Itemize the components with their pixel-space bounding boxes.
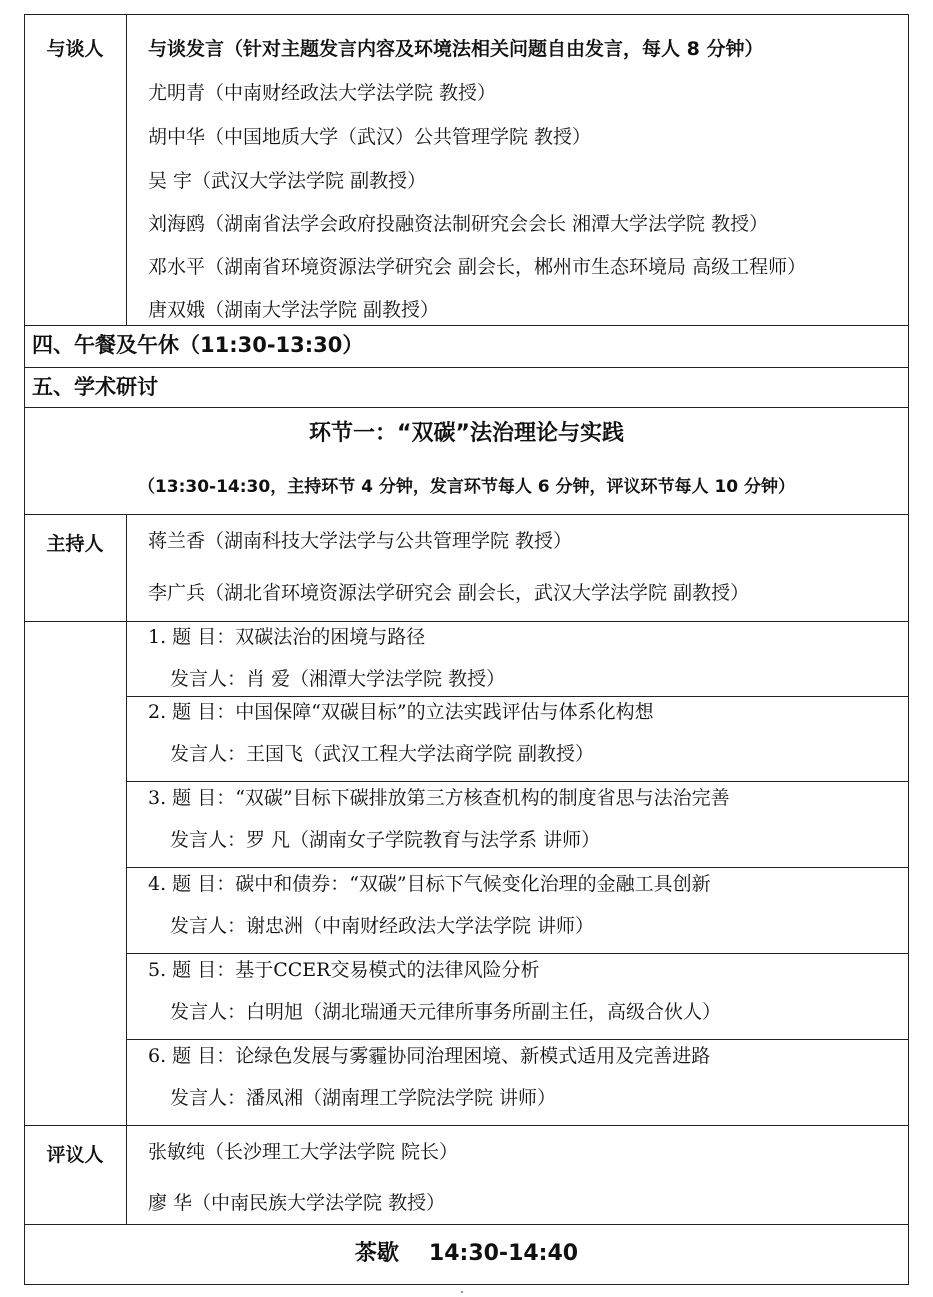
talk-title: 3. 题 目：“双碳”目标下碳排放第三方核查机构的制度省思与法治完善	[148, 787, 730, 809]
panel-person: 刘海鸥（湖南省法学会政府投融资法制研究会会长 湘潭大学法学院 教授）	[148, 213, 769, 235]
tea-break	[24, 1240, 909, 1268]
row-divider	[24, 514, 909, 515]
reviewer-label: 评议人	[46, 1144, 104, 1166]
column-divider	[126, 14, 127, 325]
talk-divider	[127, 953, 909, 954]
row-divider	[24, 621, 909, 622]
table-border-bottom	[24, 1284, 909, 1285]
row-divider	[24, 1224, 909, 1225]
panel-person: 尤明青（中南财经政法大学法学院 教授）	[148, 82, 497, 104]
tea-break-time: 14:30-14:40	[428, 1241, 579, 1266]
panel-person: 吴 宇（武汉大学法学院 副教授）	[148, 170, 427, 192]
talk-speaker: 发言人：肖 爱（湘潭大学法学院 教授）	[170, 668, 506, 690]
panel-person: 邓水平（湖南省环境资源法学研究会 副会长，郴州市生态环境局 高级工程师）	[148, 256, 807, 278]
talk-title: 4. 题 目：碳中和债券：“双碳”目标下气候变化治理的金融工具创新	[148, 873, 711, 895]
table-border-left	[24, 14, 25, 1285]
session-title: 环节一：“双碳”法治理论与实践	[309, 421, 624, 446]
session-subtitle: （13:30-14:30，主持环节 4 分钟，发言环节每人 6 分钟，评议环节每人 10 分钟）	[137, 477, 796, 497]
column-divider	[126, 514, 127, 1224]
talk-divider	[127, 867, 909, 868]
panel-title: 与谈发言（针对主题发言内容及环境法相关问题自由发言，每人 8 分钟）	[148, 38, 764, 60]
talk-title: 2. 题 目：中国保障“双碳目标”的立法实践评估与体系化构想	[148, 701, 654, 723]
panel-person: 胡中华（中国地质大学（武汉）公共管理学院 教授）	[148, 126, 592, 148]
reviewer-name: 廖 华（中南民族大学法学院 教授）	[148, 1192, 446, 1214]
host-label: 主持人	[46, 533, 104, 555]
talk-title: 1. 题 目：双碳法治的困境与路径	[148, 626, 426, 648]
reviewer-name: 张敏纯（长沙理工大学法学院 院长）	[148, 1141, 459, 1163]
panel-person: 唐双娥（湖南大学法学院 副教授）	[148, 299, 440, 321]
talk-title: 6. 题 目：论绿色发展与雾霾协同治理困境、新模式适用及完善进路	[148, 1045, 711, 1067]
table-border-top	[24, 14, 909, 15]
talk-speaker: 发言人：王国飞（武汉工程大学法商学院 副教授）	[170, 743, 595, 765]
page-speck	[461, 1291, 463, 1293]
row-divider	[24, 367, 909, 368]
row-divider	[24, 1125, 909, 1126]
talk-divider	[127, 1039, 909, 1040]
table-border-right	[908, 14, 909, 1285]
row-divider	[24, 407, 909, 408]
panel-label: 与谈人	[46, 38, 104, 60]
host-name: 李广兵（湖北省环境资源法学研究会 副会长，武汉大学法学院 副教授）	[148, 582, 750, 604]
host-name: 蒋兰香（湖南科技大学法学与公共管理学院 教授）	[148, 530, 573, 552]
talk-speaker: 发言人：白明旭（湖北瑞通天元律所事务所副主任，高级合伙人）	[170, 1001, 722, 1023]
talk-speaker: 发言人：潘凤湘（湖南理工学院法学院 讲师）	[170, 1087, 557, 1109]
section-heading-seminar: 五、学术研讨	[32, 375, 158, 399]
talk-title: 5. 题 目：基于CCER交易模式的法律风险分析	[148, 959, 540, 981]
talk-speaker: 发言人：谢忠洲（中南财经政法大学法学院 讲师）	[170, 915, 595, 937]
talk-speaker: 发言人：罗 凡（湖南女子学院教育与法学系 讲师）	[170, 829, 601, 851]
section-heading-lunch: 四、午餐及午休（11:30-13:30）	[32, 333, 364, 357]
row-divider	[24, 325, 909, 326]
tea-break-label: 茶歇	[354, 1241, 399, 1266]
agenda-table	[24, 14, 909, 1285]
talk-divider	[127, 696, 909, 697]
talk-divider	[127, 781, 909, 782]
